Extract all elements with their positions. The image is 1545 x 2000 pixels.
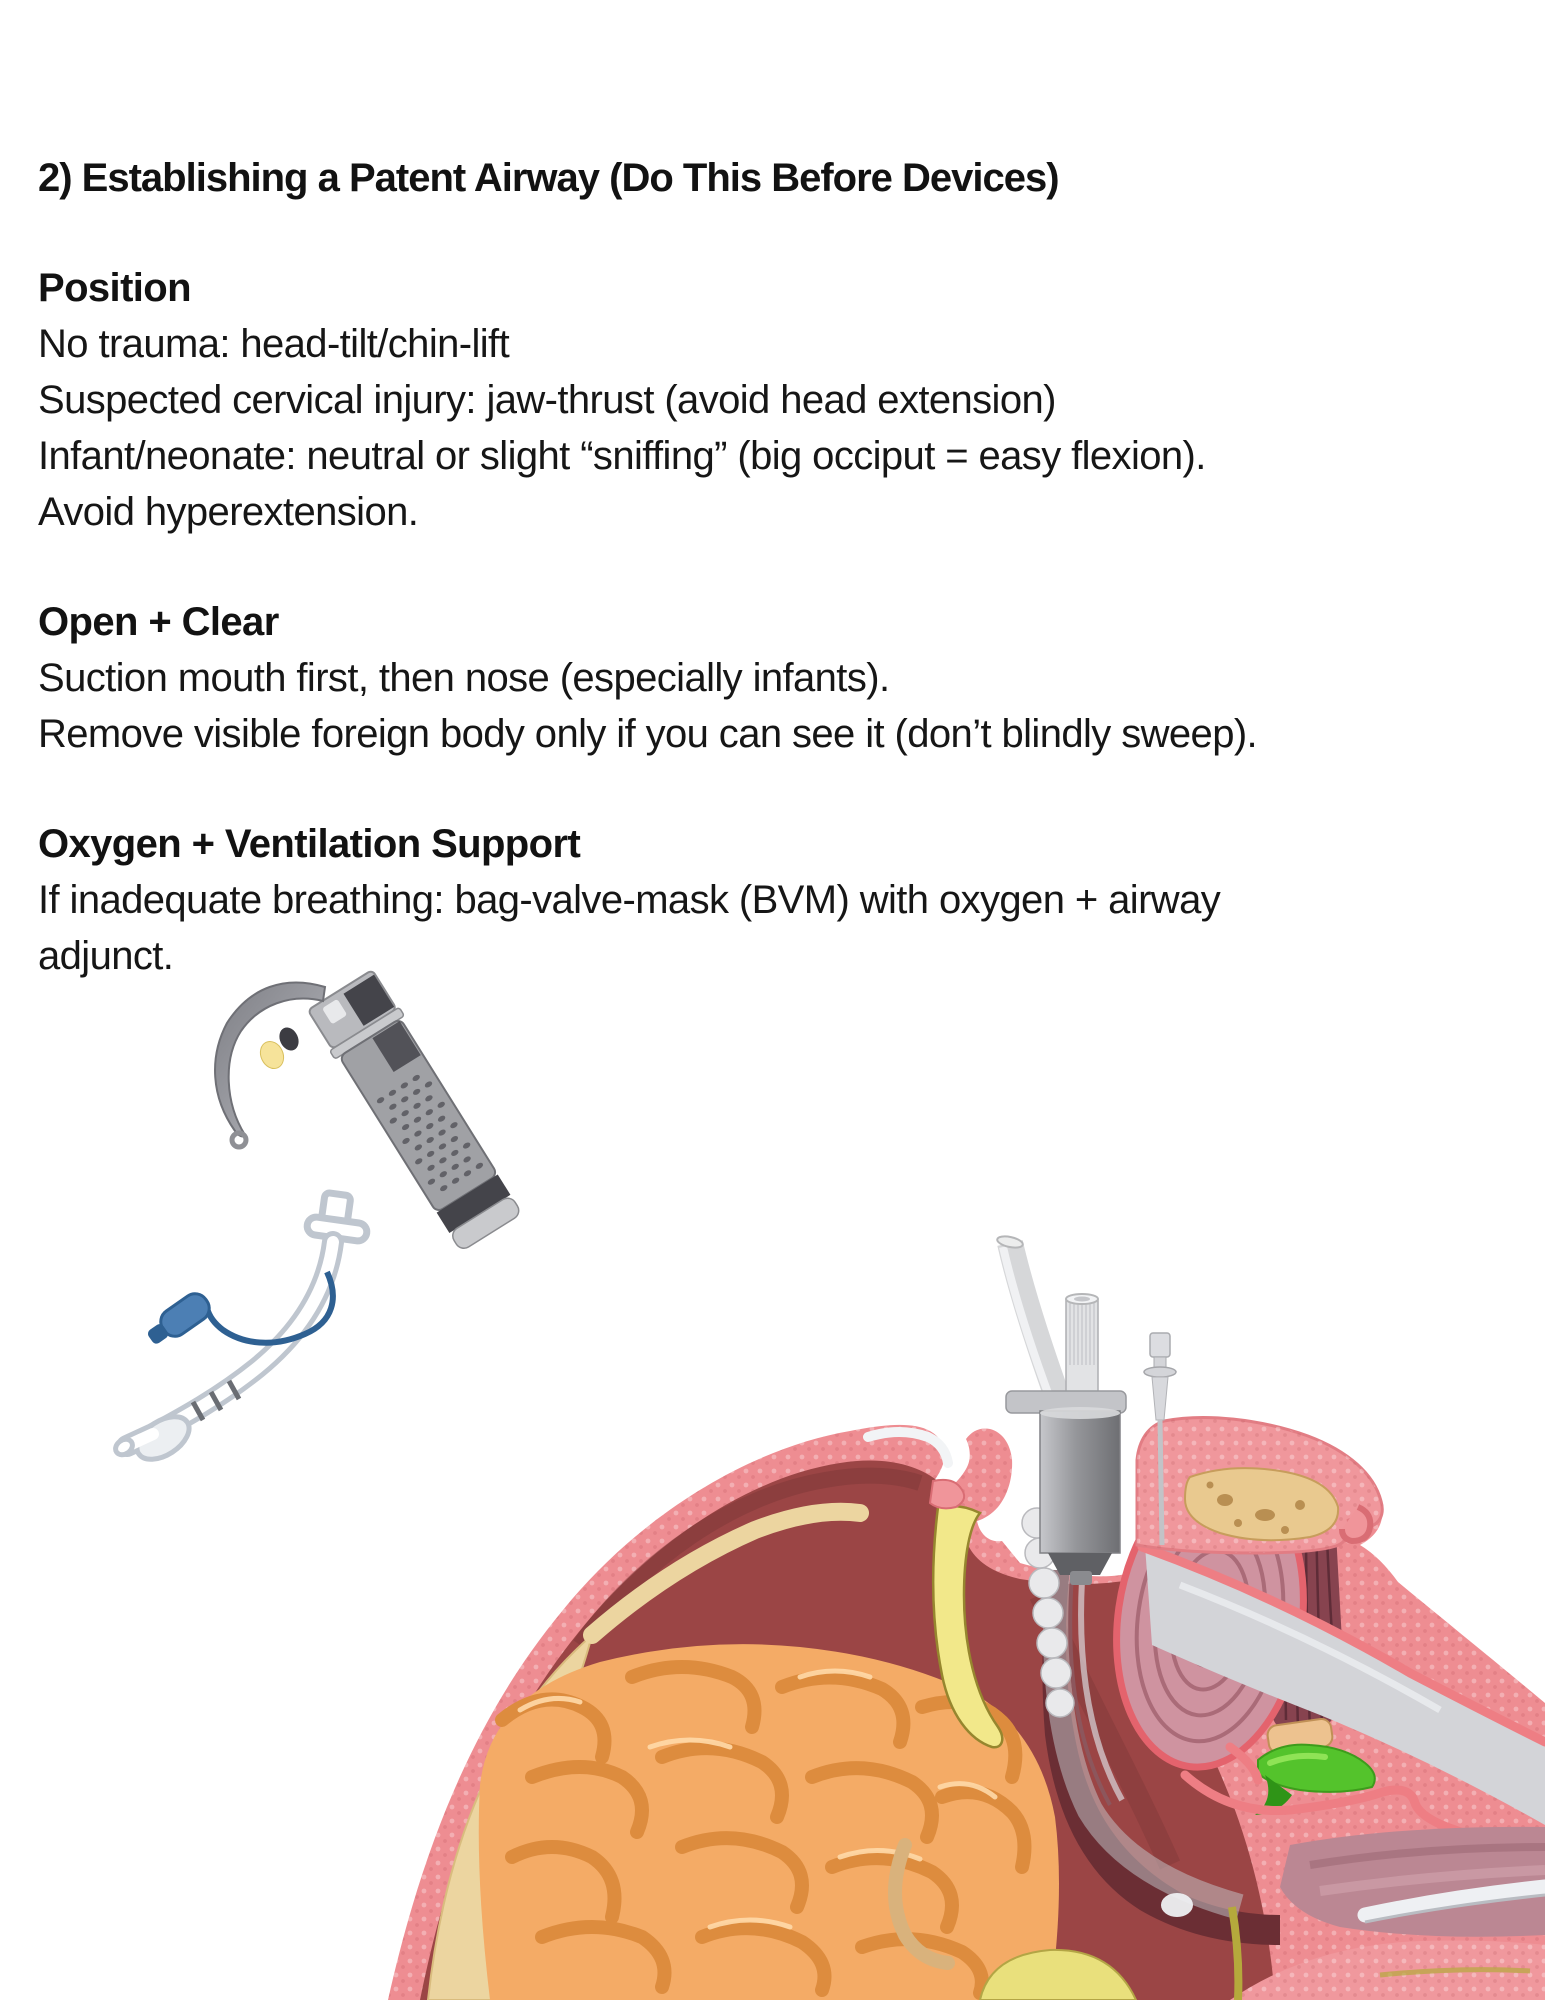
body-line: Avoid hyperextension. <box>38 490 419 534</box>
blade-tip-hook <box>232 1133 246 1147</box>
body-line: Infant/neonate: neutral or slight “sniffing” (big occiput = easy flexion). <box>38 434 1206 478</box>
body-line: No trauma: head-tilt/chin-lift <box>38 322 510 366</box>
body-line: Suspected cervical injury: jaw-thrust (avoid head extension) <box>38 378 1056 422</box>
lower-tooth <box>1161 1893 1193 1917</box>
section-position <box>38 260 1538 540</box>
tube-holder <box>1006 1391 1126 1585</box>
section-open-clear-title: Open + Clear <box>38 600 279 644</box>
section-oxygen-ventilation-title: Oxygen + Ventilation Support <box>38 822 581 866</box>
airway-anatomy-illustration <box>280 1215 1545 2000</box>
text-block <box>38 150 1538 1038</box>
nose <box>1137 1417 1382 1553</box>
body-line: If inadequate breathing: bag-valve-mask (BVM) with oxygen + airway <box>38 878 1221 922</box>
page-title: 2) Establishing a Patent Airway (Do This Before Devices) <box>38 156 1059 200</box>
body-line: adjunct. <box>38 934 174 978</box>
pilot-balloon <box>143 1289 215 1351</box>
suction-tube <box>996 1234 1062 1412</box>
section-open-clear <box>38 594 1538 762</box>
body-line: Remove visible foreign body only if you can see it (don’t blindly sweep). <box>38 712 1258 756</box>
airway-anatomy-cross-section <box>280 1215 1545 2000</box>
section-position-title: Position <box>38 266 191 310</box>
body-line: Suction mouth first, then nose (especially infants). <box>38 656 890 700</box>
